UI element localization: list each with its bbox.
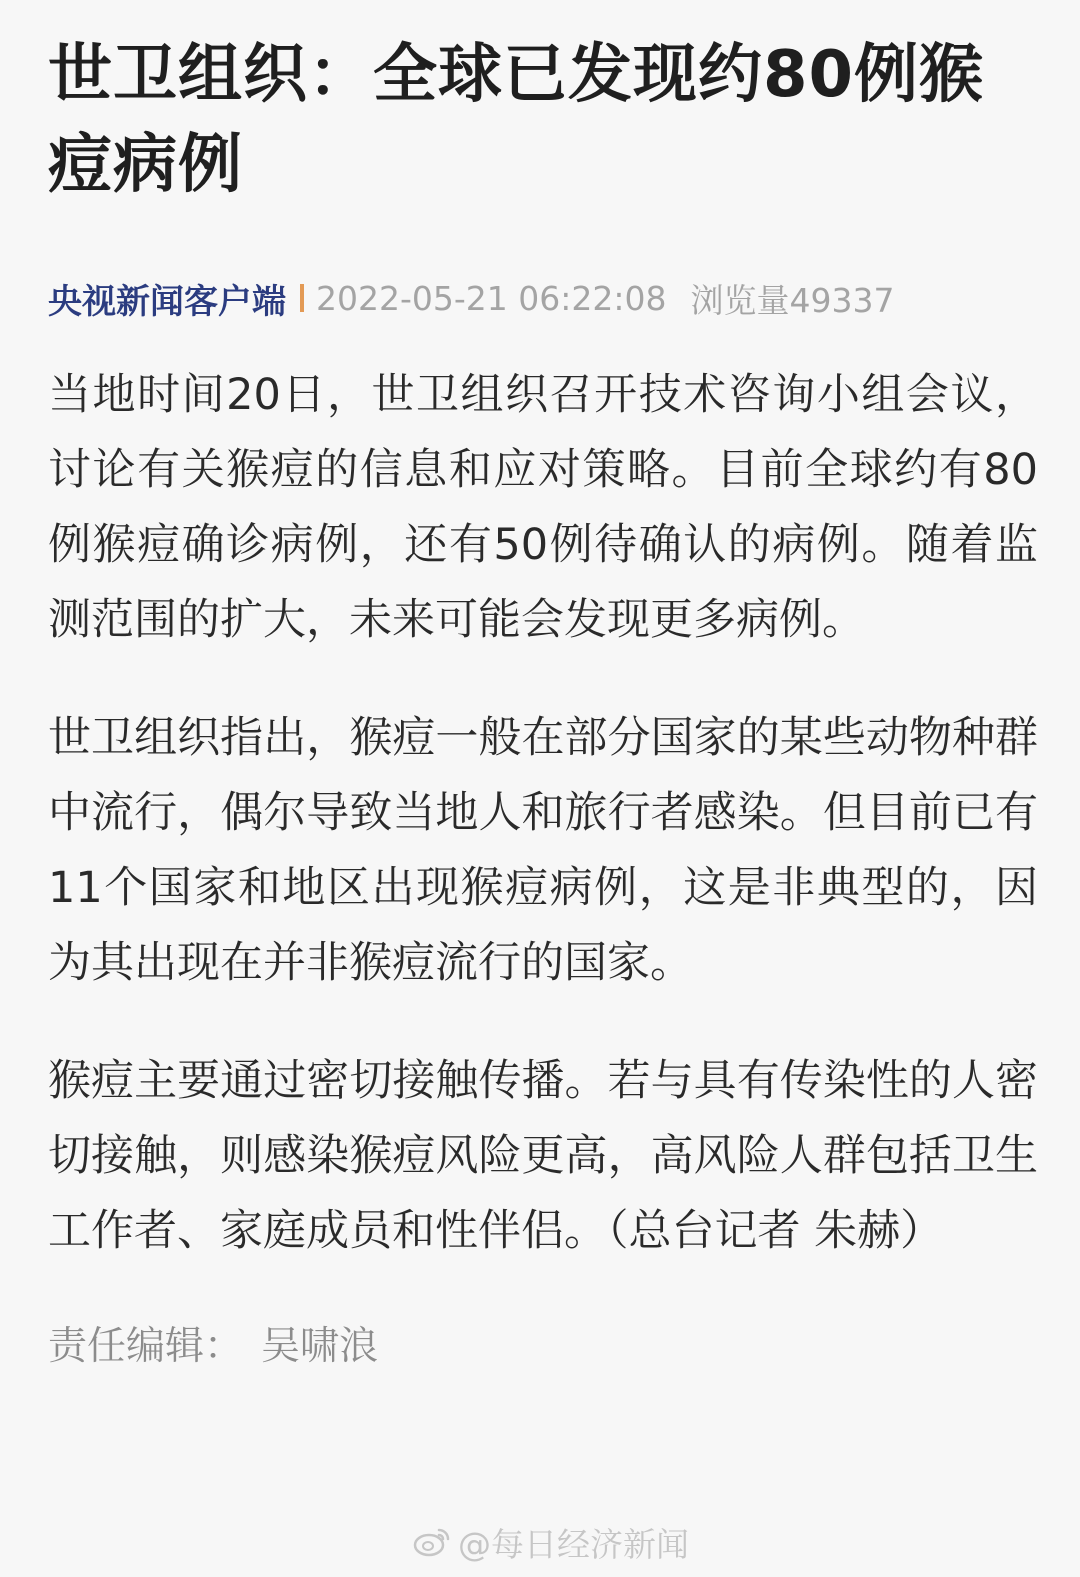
article [48,30,1038,1375]
view-count: 浏览量49337 [690,280,895,320]
weibo-watermark [412,1520,689,1564]
meta-separator [300,284,304,312]
article-meta [48,276,1038,320]
article-paragraph-2: 世卫组织指出，猴痘一般在部分国家的某些动物种群中流行，偶尔导致当地人和旅行者感染。但目前已有11个国家和地区出现猴痘病例，这是非典型的，因为其出现在并非猴痘流行的国家。 [48,713,1038,988]
editor-label: 责任编辑： [48,1324,244,1369]
publish-date: 2022-05-21 06:22:08 [316,278,667,318]
source-name[interactable]: 央视新闻客户端 [48,281,286,322]
article-paragraph-3: 猴痘主要通过密切接触传播。若与具有传染性的人密切接触，则感染猴痘风险更高，高风险人群包括卫生工作者、家庭成员和性伴侣。（总台记者 朱赫） [48,1056,1038,1256]
weibo-icon [412,1526,452,1558]
article-paragraph-1: 当地时间20日，世卫组织召开技术咨询小组会议，讨论有关猴痘的信息和应对策略。目前全球约有80例猴痘确诊病例，还有50例待确认的病例。随着监测范围的扩大，未来可能会发现更多病例。 [48,370,1038,645]
editor-name: 吴啸浪 [261,1324,379,1369]
editor-credit [48,1319,1038,1375]
watermark-text: @每日经济新闻 [458,1524,689,1564]
article-title: 世卫组织：全球已发现约80例猴痘病例 [48,38,985,202]
